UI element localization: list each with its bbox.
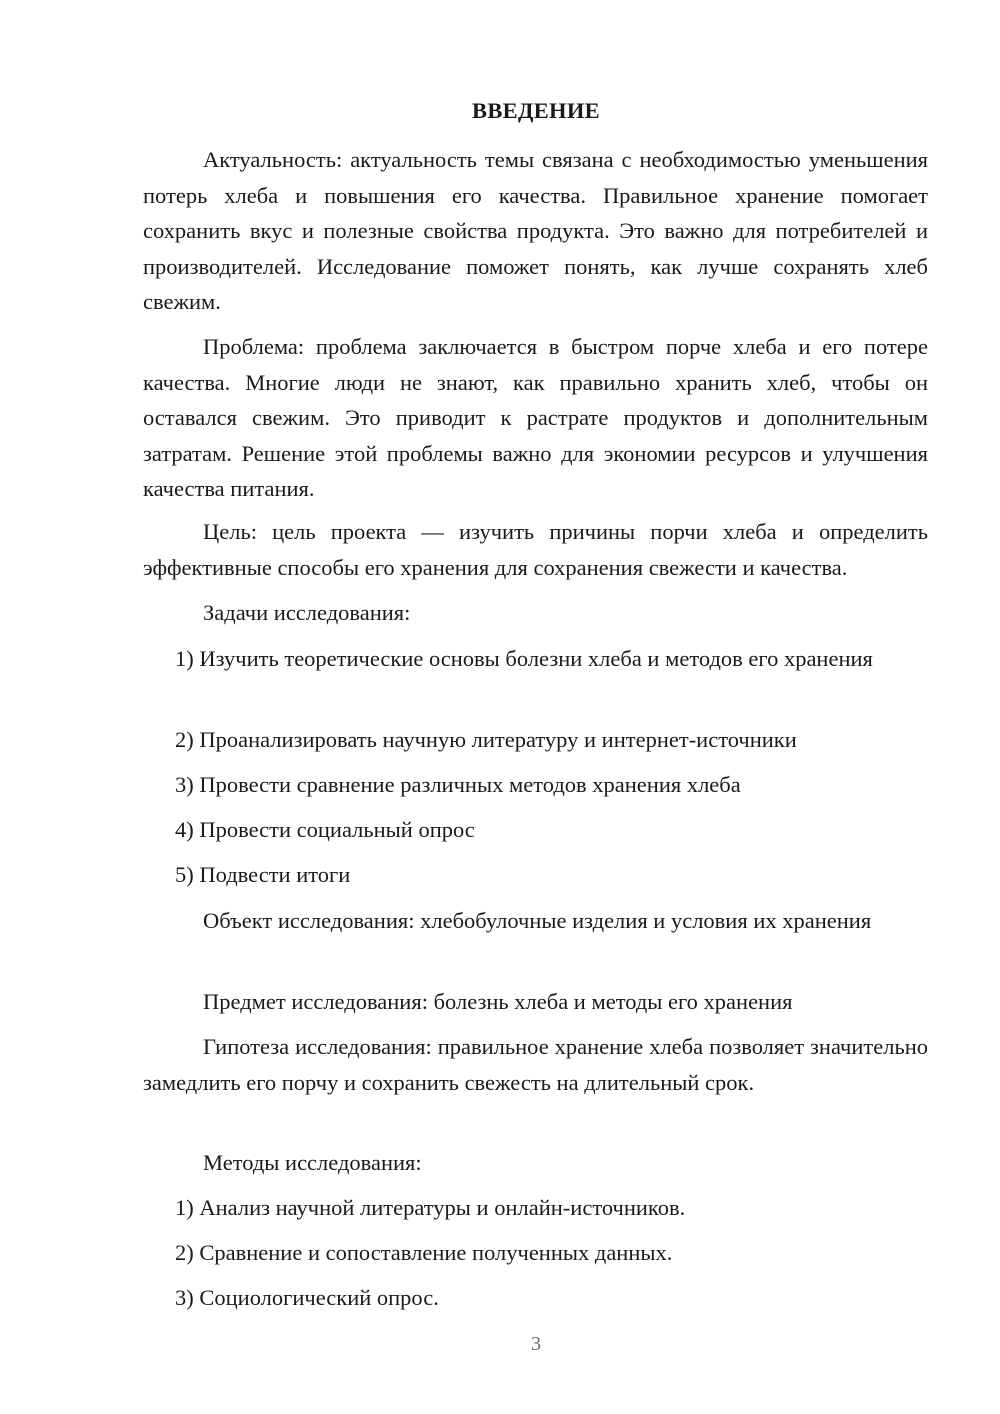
method-item: 2) Сравнение и сопоставление полученных данных. <box>175 1240 673 1265</box>
task-item: 5) Подвести итоги <box>175 862 351 887</box>
page-number: 3 <box>531 1333 541 1355</box>
paragraph-relevance: Актуальность: актуальность темы связана с необходимостью уменьшения потерь хлеба и повышения его качества. Правильное хранение помогает сохранить вкус и полезные свойства продукта. Это важно для потребителей и производителей. Исследование поможет понять, как лучше сохранять хлеб свежим. <box>143 147 928 314</box>
task-item: 3) Провести сравнение различных методов хранения хлеба <box>175 772 741 797</box>
paragraph-subject: Предмет исследования: болезнь хлеба и методы его хранения <box>203 989 793 1014</box>
paragraph-problem: Проблема: проблема заключается в быстром порче хлеба и его потере качества. Многие люди не знают, как правильно хранить хлеб, чтобы он оставался свежим. Это приводит к растрате продуктов и дополнительным затратам. Решение этой проблемы важно для экономии ресурсов и улучшения качества питания. <box>143 334 928 501</box>
methods-heading: Методы исследования: <box>203 1150 422 1175</box>
method-item: 1) Анализ научной литературы и онлайн-источников. <box>175 1195 686 1220</box>
task-item: 2) Проанализировать научную литературу и интернет-источники <box>175 727 797 752</box>
paragraph-hypothesis: Гипотеза исследования: правильное хранение хлеба позволяет значительно замедлить его порчу и сохранить свежесть на длительный срок. <box>143 1034 928 1095</box>
paragraph-goal: Цель: цель проекта — изучить причины порчи хлеба и определить эффективные способы его хранения для сохранения свежести и качества. <box>143 519 928 580</box>
paragraph-object: Объект исследования: хлебобулочные изделия и условия их хранения <box>203 908 872 933</box>
page-title: ВВЕДЕНИЕ <box>472 98 600 123</box>
task-item: 4) Провести социальный опрос <box>175 817 475 842</box>
task-item: 1) Изучить теоретические основы болезни хлеба и методов его хранения <box>175 646 873 671</box>
tasks-heading: Задачи исследования: <box>203 600 411 625</box>
method-item: 3) Социологический опрос. <box>175 1285 439 1310</box>
